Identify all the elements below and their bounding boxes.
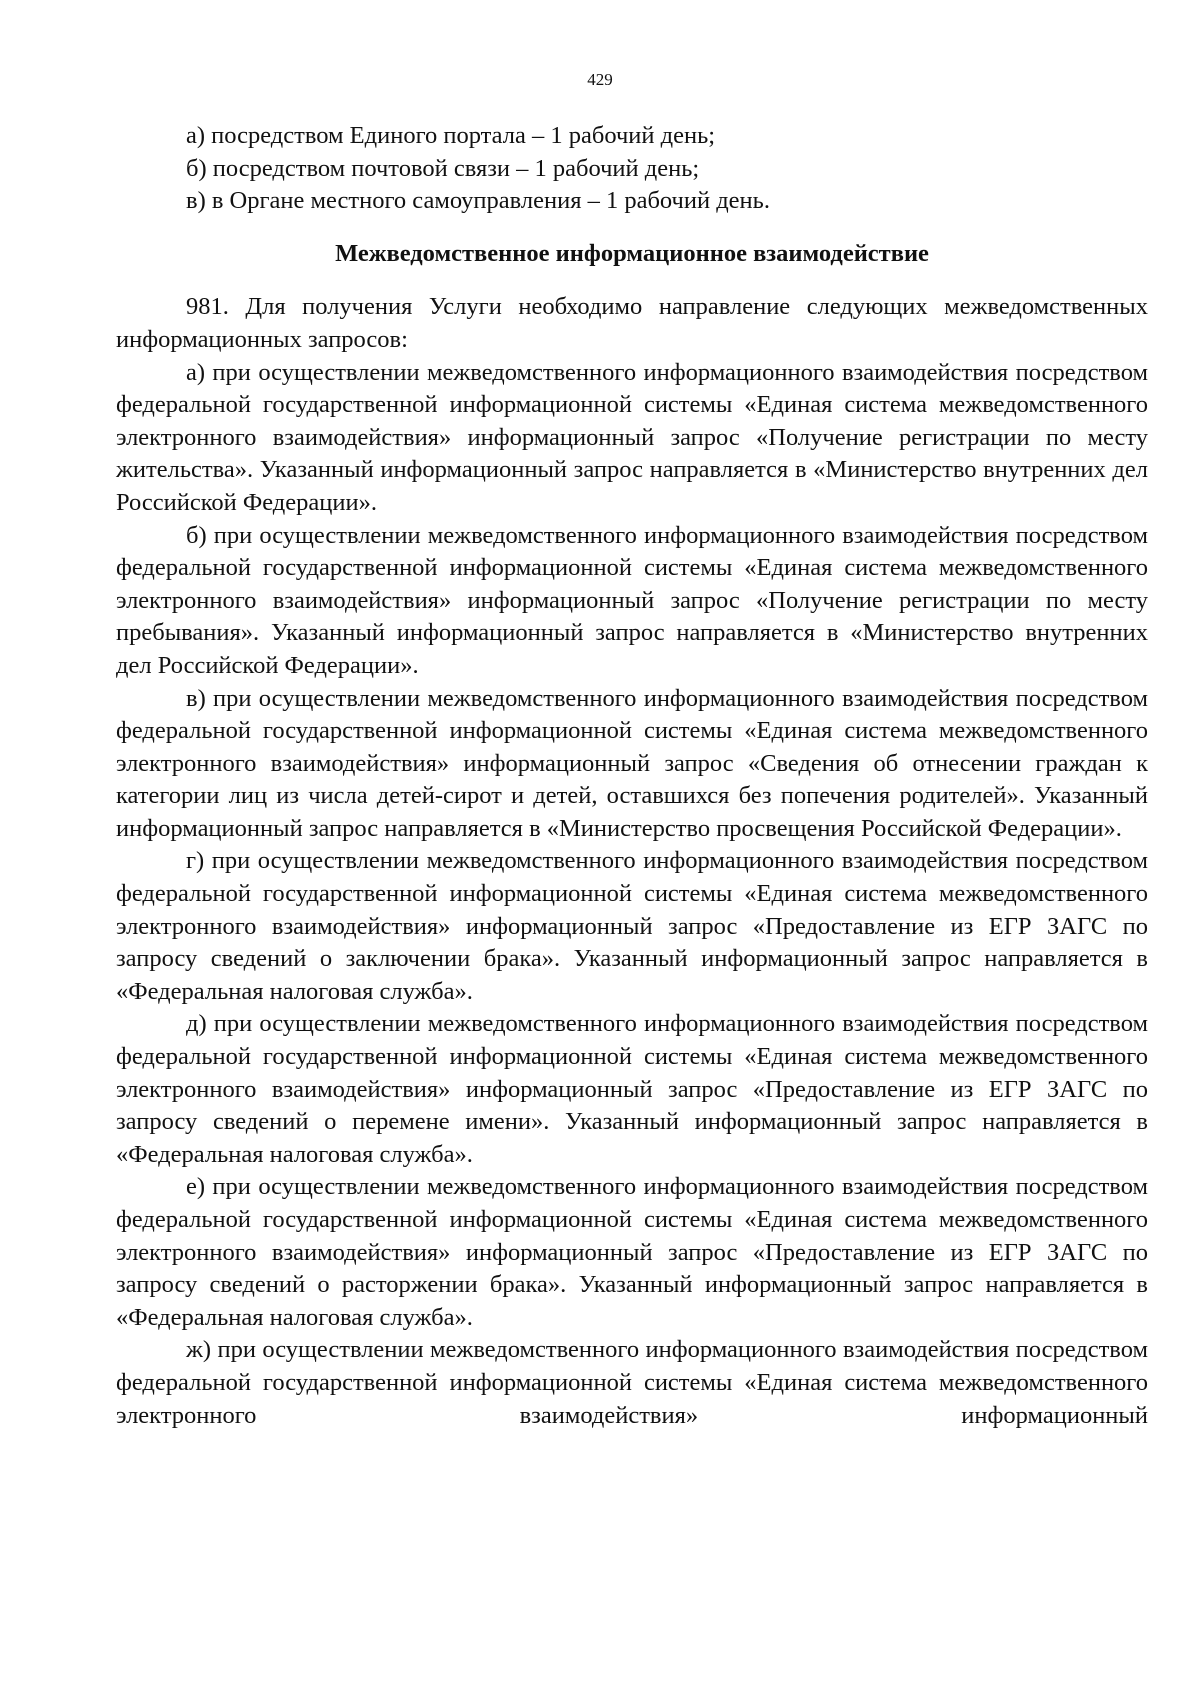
list-item: а) посредством Единого портала – 1 рабочий день; (186, 122, 716, 149)
paragraph-item-v: в) при осуществлении межведомственного информационного взаимодействия посредством федеральной государственной информационной системы «Единая система межведомственного электронного взаимодействия» информационный запрос «Сведения об отнесении граждан к категории лиц из числа детей-сирот и детей, оставшихся без попечения родителей». Указанный информационный запрос направляется в «Министерство просвещения Российской Федерации». (116, 684, 1148, 842)
list-item: б) посредством почтовой связи – 1 рабочий день; (186, 154, 700, 182)
page-number: 429 (587, 70, 613, 89)
list-item: в) в Органе местного самоуправления – 1 рабочий день. (186, 187, 770, 215)
paragraph-item-zh: ж) при осуществлении межведомственного информационного взаимодействия посредством федеральной государственной информационной системы «Единая система межведомственного электронного взаимодействия» информационный (116, 1336, 1148, 1429)
paragraph-item-e: е) при осуществлении межведомственного информационного взаимодействия посредством федеральной государственной информационной системы «Единая система межведомственного электронного взаимодействия» информационный запрос «Предоставление из ЕГР ЗАГС по запросу сведений о расторжении брака». Указанный информационный запрос направляется в «Федеральная налоговая служба». (116, 1173, 1148, 1331)
paragraph-item-d: д) при осуществлении межведомственного информационного взаимодействия посредством федеральной государственной информационной системы «Единая система межведомственного электронного взаимодействия» информационный запрос «Предоставление из ЕГР ЗАГС по запросу сведений о перемене имени». Указанный информационный запрос направляется в «Федеральная налоговая служба». (116, 1010, 1148, 1168)
paragraph-item-a: а) при осуществлении межведомственного информационного взаимодействия посредством федеральной государственной информационной системы «Единая система межведомственного электронного взаимодействия» информационный запрос «Получение регистрации по месту жительства». Указанный информационный запрос направляется в «Министерство внутренних дел Российской Федерации». (116, 358, 1148, 516)
section-title: Межведомственное информационное взаимодействие (335, 239, 929, 267)
document-body (116, 120, 1148, 1432)
paragraph-item-b: б) при осуществлении межведомственного информационного взаимодействия посредством федеральной государственной информационной системы «Единая система межведомственного электронного взаимодействия» информационный запрос «Получение регистрации по месту пребывания». Указанный информационный запрос направляется в «Министерство внутренних дел Российской Федерации». (116, 521, 1148, 679)
paragraph-981: 981. Для получения Услуги необходимо направление следующих межведомственных информационных запросов: (116, 293, 1148, 353)
paragraph-item-g: г) при осуществлении межведомственного информационного взаимодействия посредством федеральной государственной информационной системы «Единая система межведомственного электронного взаимодействия» информационный запрос «Предоставление из ЕГР ЗАГС по запросу сведений о заключении брака». Указанный информационный запрос направляется в «Федеральная налоговая служба». (116, 847, 1148, 1005)
